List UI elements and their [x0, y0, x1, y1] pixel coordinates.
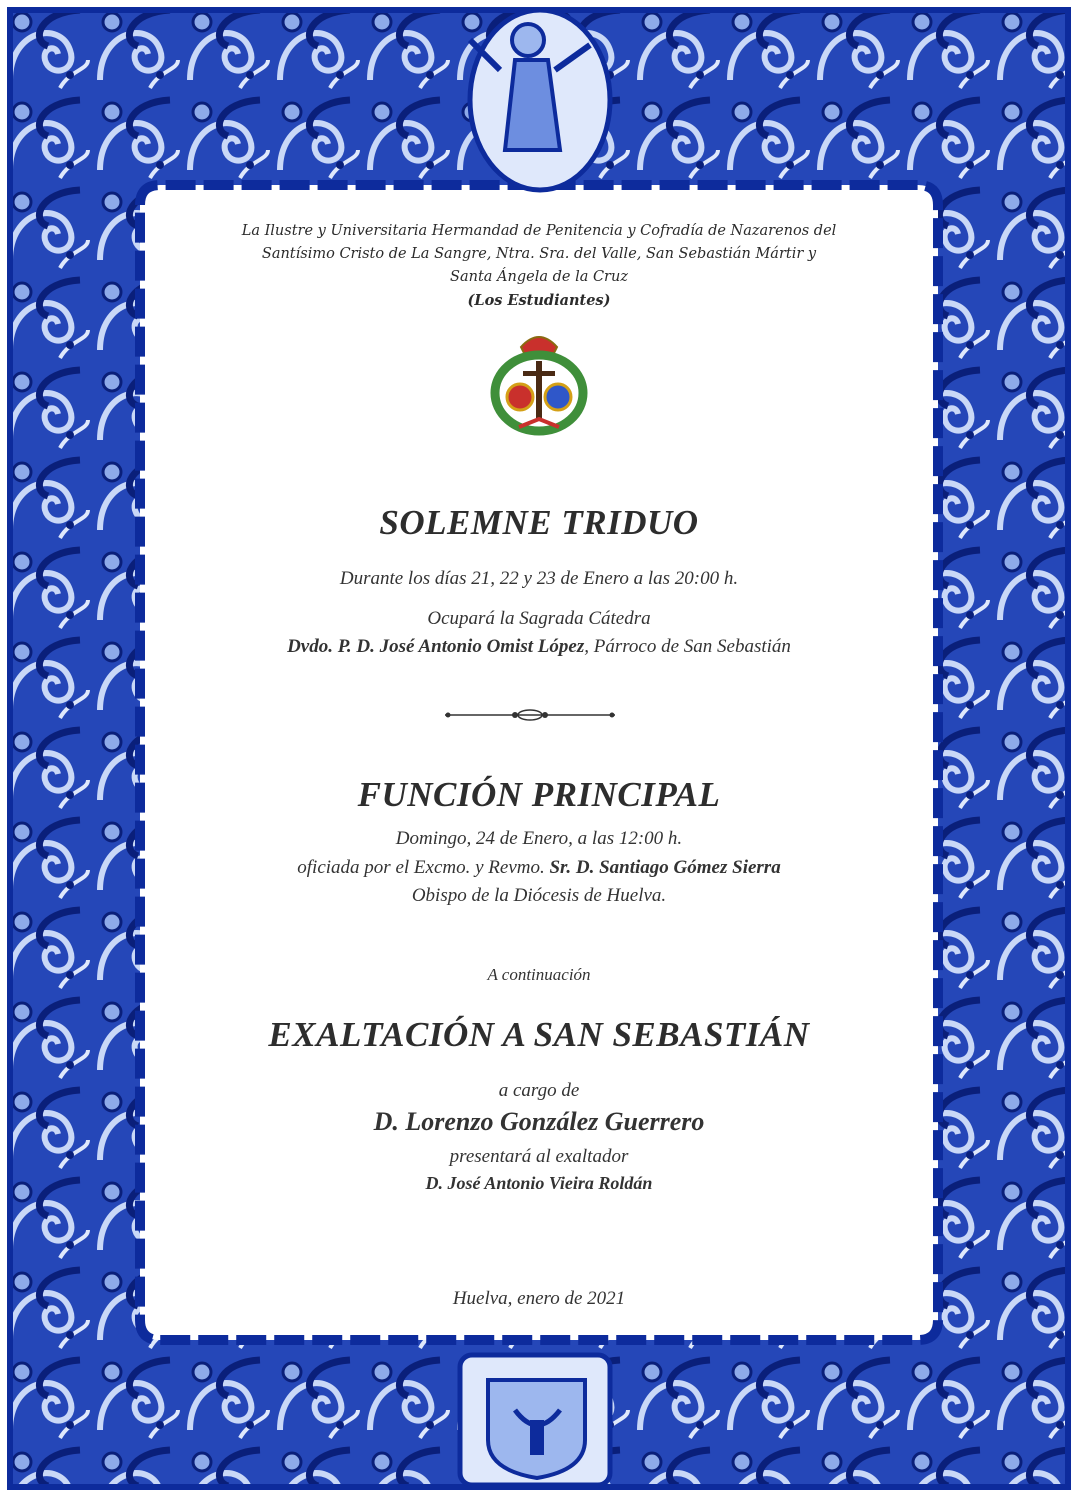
presenter-name: D. José Antonio Vieira Roldán [425, 1173, 653, 1193]
brotherhood-nickname: (Los Estudiantes) [467, 292, 611, 309]
triduo-title: SOLEMNE TRIDUO [379, 503, 699, 542]
officiant-prefix: oficiada por el Excmo. y Revmo. [297, 857, 550, 878]
funcion-officiant [180, 857, 898, 879]
presenter-label: presentará al exaltador [449, 1146, 629, 1167]
triduo-preacher [180, 636, 898, 658]
exaltacion-by: a cargo de [498, 1080, 580, 1101]
brotherhood-emblem [479, 327, 599, 439]
brotherhood-name-line-3: Santa Ángela de la Cruz [450, 269, 628, 285]
preacher-name: Dvdo. P. D. José Antonio Omist López [287, 636, 585, 657]
saint-figure-illustration [470, 10, 610, 190]
triduo-dates: Durante los días 21, 22 y 23 de Enero a las 20:00 h. [339, 568, 739, 589]
preacher-role: , Párroco de San Sebastián [584, 636, 791, 657]
funcion-date: Domingo, 24 de Enero, a las 12:00 h. [395, 828, 683, 849]
exaltacion-title: EXALTACIÓN A SAN SEBASTIÁN [268, 1015, 810, 1054]
brotherhood-name-line-1: La Ilustre y Universitaria Hermandad de Penitencia y Cofradía de Nazarenos del [241, 223, 837, 239]
officiant-name: Sr. D. Santiago Gómez Sierra [549, 857, 781, 878]
exaltacion-intro: A continuación [487, 965, 591, 984]
officiant-role: Obispo de la Diócesis de Huelva. [411, 885, 667, 906]
invitation-content [180, 220, 898, 1309]
triduo-catedra: Ocupará la Sagrada Cátedra [427, 608, 651, 629]
ornamental-divider [445, 707, 615, 723]
place-date: Huelva, enero de 2021 [452, 1288, 626, 1309]
brotherhood-name-line-2: Santísimo Cristo de La Sangre, Ntra. Sra. del Valle, San Sebastián Mártir y [261, 246, 817, 262]
exaltacion-speaker: D. Lorenzo González Guerrero [373, 1107, 705, 1136]
huelva-coat-of-arms [460, 1355, 610, 1485]
funcion-title: FUNCIÓN PRINCIPAL [357, 775, 721, 814]
